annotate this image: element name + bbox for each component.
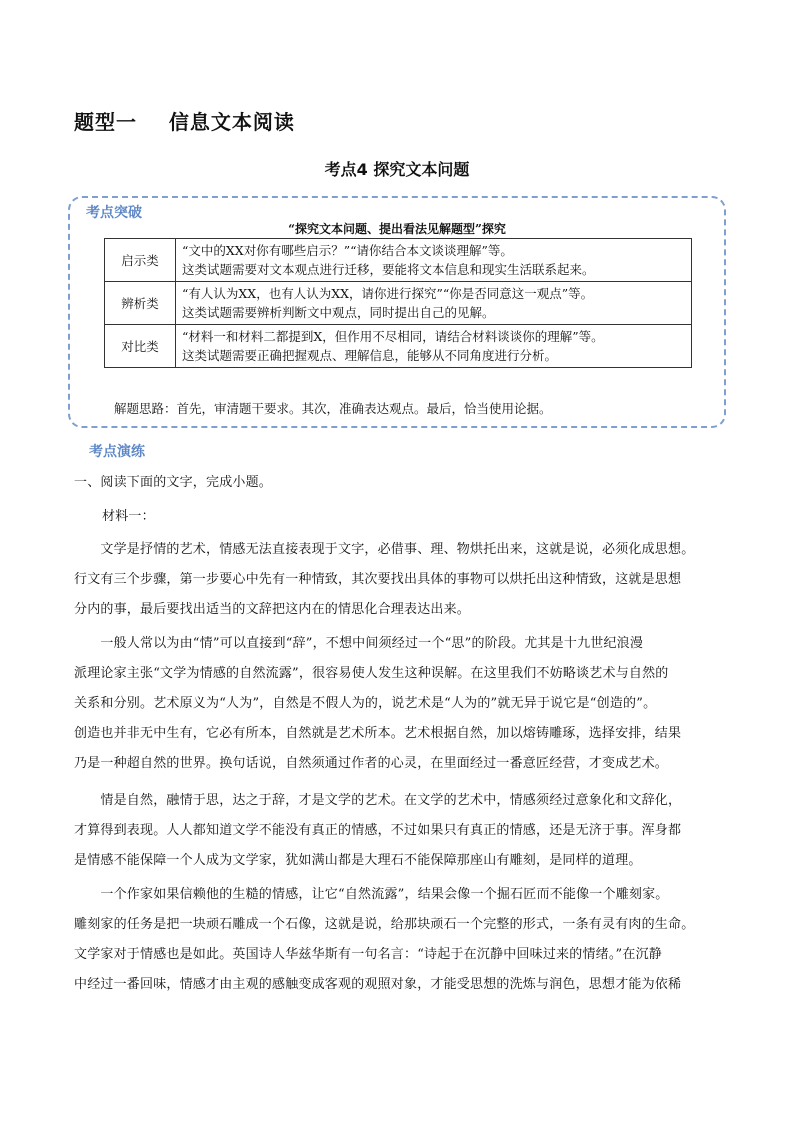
text-line: 行文有三个步骤，第一步要心中先有一种情致，其次要找出具体的事物可以烘托出这种情致，这就是思想 [74, 572, 682, 587]
instruction: 一、阅读下面的文字，完成小题。 [74, 475, 273, 490]
text-line: 派理论家主张“文学为情感的自然流露”，很容易使人发生这种误解。在这里我们不妨略谈艺术与自然的 [74, 666, 669, 681]
row-description [176, 239, 692, 282]
solution-tip: 解题思路：首先，审清题干要求。其次，准确表达观点。最后，恰当使用论据。 [114, 401, 552, 416]
row-line: 这类试题需要正确把握观点、理解信息，能够从不同角度进行分析。 [182, 348, 558, 363]
table-row [105, 239, 692, 282]
paragraph-4 [74, 880, 722, 1000]
text-line: 文学家对于情感也是如此。英国诗人华兹华斯有一句名言：“诗起于在沉静中回味过来的情绪。”在沉静 [74, 947, 662, 962]
text-line: 中经过一番回味，情感才由主观的感触变成客观的观照对象，才能受思想的洗炼与润色，思想才能为依稀 [74, 977, 682, 992]
text-line: 才算得到表现。人人都知道文学不能没有真正的情感，不过如果只有真正的情感，还是无济于事。浑身都 [74, 823, 682, 838]
paragraph-2 [74, 629, 722, 779]
row-line: 这类试题需要辨析判断文中观点，同时提出自己的见解。 [182, 305, 495, 320]
table-title: “探究文本问题、提出看法见解题型”探究 [288, 222, 506, 236]
text-line: 关系和分别。艺术原义为“人为”，自然是不假人为的，说艺术是“人为的”就无异于说它是“创造的”。 [74, 696, 657, 711]
row-line: “有人认为XX，也有人认为XX，请你进行探究”“你是否同意这一观点”等。 [182, 286, 594, 301]
row-category: 启示类 [105, 239, 176, 282]
row-line: 这类试题需要对文本观点进行迁移，要能将文本信息和现实生活联系起来。 [182, 262, 595, 277]
text-line: 创造也并非无中生有，它必有所本，自然就是艺术所本。艺术根据自然，加以熔铸雕琢，选择安排，结果 [74, 726, 682, 741]
text-line: 分内的事，最后要找出适当的文辞把这内在的情思化合理表达出来。 [74, 602, 471, 617]
practice-tag: 考点演练 [89, 444, 145, 460]
row-line: “材料一和材料二都提到X，但作用不尽相同，请结合材料谈谈你的理解”等。 [182, 329, 604, 344]
row-category: 辨析类 [105, 282, 176, 325]
paragraph-1 [74, 535, 722, 625]
paragraph-3 [74, 786, 722, 876]
text-line: 乃是一种超自然的世界。换句话说，自然须通过作者的心灵，在里面经过一番意匠经营，才变成艺术。 [74, 756, 669, 771]
page-title: 题型一 信息文本阅读 [74, 110, 295, 134]
key-points-tag: 考点突破 [86, 205, 142, 221]
text-line: 文学是抒情的艺术，情感无法直接表现于文字，必借事、理、物烘托出来，这就是说，必须化成思想。 [74, 542, 695, 557]
text-line: 一般人常以为由“情”可以直接到“辞”，不想中间须经过一个“思”的阶段。尤其是十九世纪浪漫 [74, 636, 644, 651]
row-category: 对比类 [105, 325, 176, 368]
question-type-table [104, 238, 692, 368]
text-line: 情是自然，融情于思，达之于辞，才是文学的艺术。在文学的艺术中，情感须经过意象化和文辞化， [74, 793, 682, 808]
text-line: 一个作家如果信赖他的生糙的情感，让它“自然流露”，结果会像一个掘石匠而不能像一个雕刻家。 [74, 887, 669, 902]
material-label: 材料一： [102, 509, 155, 524]
row-description [176, 282, 692, 325]
text-line: 雕刻家的任务是把一块顽石雕成一个石像，这就是说，给那块顽石一个完整的形式，一条有灵有肉的生命。 [74, 917, 695, 932]
table-row [105, 282, 692, 325]
text-line: 是情感不能保障一个人成为文学家，犹如满山都是大理石不能保障那座山有雕刻，是同样的道理。 [74, 853, 642, 868]
row-line: “文中的XX对你有哪些启示？”“请你结合本文谈谈理解”等。 [182, 243, 513, 258]
section-subtitle: 考点4 探究文本问题 [324, 160, 470, 179]
row-description [176, 325, 692, 368]
table-row [105, 325, 692, 368]
